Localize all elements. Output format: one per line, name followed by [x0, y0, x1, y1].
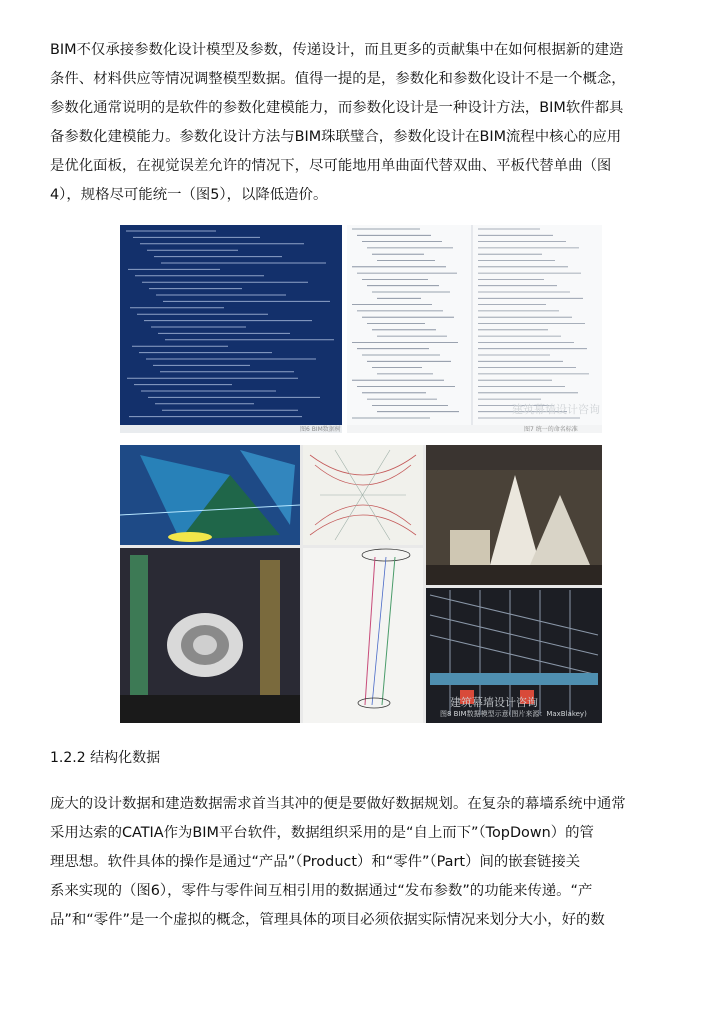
figure-data-tree — [120, 225, 602, 433]
watermark-subtext: 图8 BIM数据模型示意(图片来源：MaxBlakey) — [440, 710, 587, 718]
paragraph-line: 系来实现的（图6），零件与零件间互相引用的数据通过“发布参数”的功能来传递。“产 — [50, 883, 593, 899]
paragraph-line: 是优化面板，在视觉误差允许的情况下，尽可能地用单曲面代替双曲、平板代替单曲（图 — [50, 158, 612, 174]
paragraph-line: 理思想。软件具体的操作是通过“产品”（Product）和“零件”（Part）间的嵌套链接关 — [50, 854, 581, 870]
paragraph-line: BIM不仅承接参数化设计模型及参数，传递设计，而且更多的贡献集中在如何根据新的建造 — [50, 42, 624, 58]
paragraph-line: 庞大的设计数据和建造数据需求首当其冲的便是要做好数据规划。在复杂的幕墙系统中通常 — [50, 796, 626, 812]
collage-image — [120, 445, 602, 723]
watermark-text: 建筑幕墙设计咨询 — [512, 403, 600, 416]
paragraph-line: 4），规格尽可能统一（图5），以降低造价。 — [50, 187, 328, 203]
section-heading: 1.2.2 结构化数据 — [50, 750, 161, 766]
paragraph-line: 条件、材料供应等情况调整模型数据。值得一提的是，参数化和参数化设计不是一个概念， — [50, 71, 626, 87]
paragraph-line: 品”和“零件”是一个虚拟的概念，管理具体的项目必须依据实际情况来划分大小，好的数 — [50, 912, 605, 928]
paragraph-line: 采用达索的CATIA作为BIM平台软件，数据组织采用的是“自上而下”（TopDown）的管 — [50, 825, 594, 841]
figure-caption-right: 图7 统一的命名标准 — [524, 426, 578, 433]
paragraph-line: 参数化通常说明的是软件的参数化建模能力，而参数化设计是一种设计方法，BIM软件都具 — [50, 100, 624, 116]
figure-caption-left: 图6 BIM数据树 — [300, 426, 341, 433]
paragraph-line: 备参数化建模能力。参数化设计方法与BIM珠联璧合，参数化设计在BIM流程中核心的应用 — [50, 129, 622, 145]
paragraph-structured-data — [50, 790, 680, 935]
figure-project-collage — [120, 445, 602, 723]
paragraph-intro — [50, 36, 680, 210]
watermark-text: 建筑幕墙设计咨询 — [450, 696, 538, 709]
